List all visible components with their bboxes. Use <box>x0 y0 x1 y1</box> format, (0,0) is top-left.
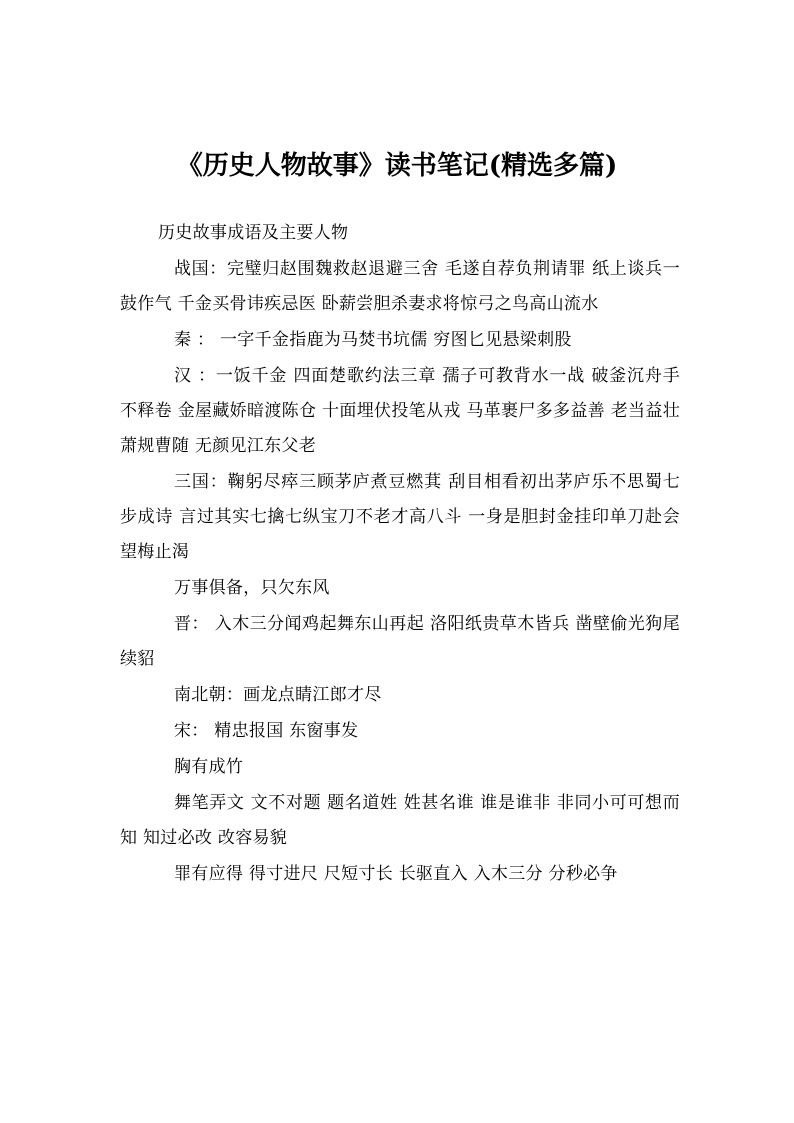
document-body <box>120 216 680 893</box>
paragraph-heading: 历史故事成语及主要人物 <box>158 223 349 243</box>
paragraph-southern-northern: 南北朝：画龙点睛江郎才尽 <box>174 685 382 705</box>
paragraph-east-wind: 万事俱备，只欠东风 <box>174 578 330 598</box>
paragraph-warring-states: 战国：完璧归赵围魏救赵退避三舍 毛遂自荐负荆请罪 纸上谈兵一鼓作气 千金买骨讳疾忌医 卧薪尝胆杀妻求将惊弓之鸟高山流水 <box>120 259 680 314</box>
paragraph-chain-idioms-1: 舞笔弄文 文不对题 题名道姓 姓甚名谁 谁是谁非 非同小可可想而知 知过必改 改容易貌 <box>120 793 680 848</box>
paragraph-three-kingdoms: 三国：鞠躬尽瘁三顾茅庐煮豆燃萁 刮目相看初出茅庐乐不思蜀七步成诗 言过其实七擒七纵宝刀不老才高八斗 一身是胆封金挂印单刀赴会望梅止渴 <box>120 472 680 562</box>
paragraph-han: 汉 ：一饭千金 四面楚歌约法三章 孺子可教背水一战 破釜沉舟手不释卷 金屋藏娇暗渡陈仓 十面埋伏投笔从戎 马革裹尸多多益善 老当益壮萧规曹随 无颜见江东父老 <box>120 366 680 456</box>
paragraph-qin: 秦 ： 一字千金指鹿为马焚书坑儒 穷图匕见悬梁刺股 <box>174 330 572 350</box>
paragraph-bamboo: 胸有成竹 <box>174 757 244 777</box>
paragraph-jin: 晋： 入木三分闻鸡起舞东山再起 洛阳纸贵草木皆兵 凿壁偷光狗尾续貂 <box>120 614 680 669</box>
paragraph-song: 宋： 精忠报国 东窗事发 <box>174 721 359 741</box>
document-title: 《历史人物故事》读书笔记(精选多篇) <box>176 151 618 181</box>
paragraph-chain-idioms-2: 罪有应得 得寸进尺 尺短寸长 长驱直入 入木三分 分秒必争 <box>174 864 618 884</box>
